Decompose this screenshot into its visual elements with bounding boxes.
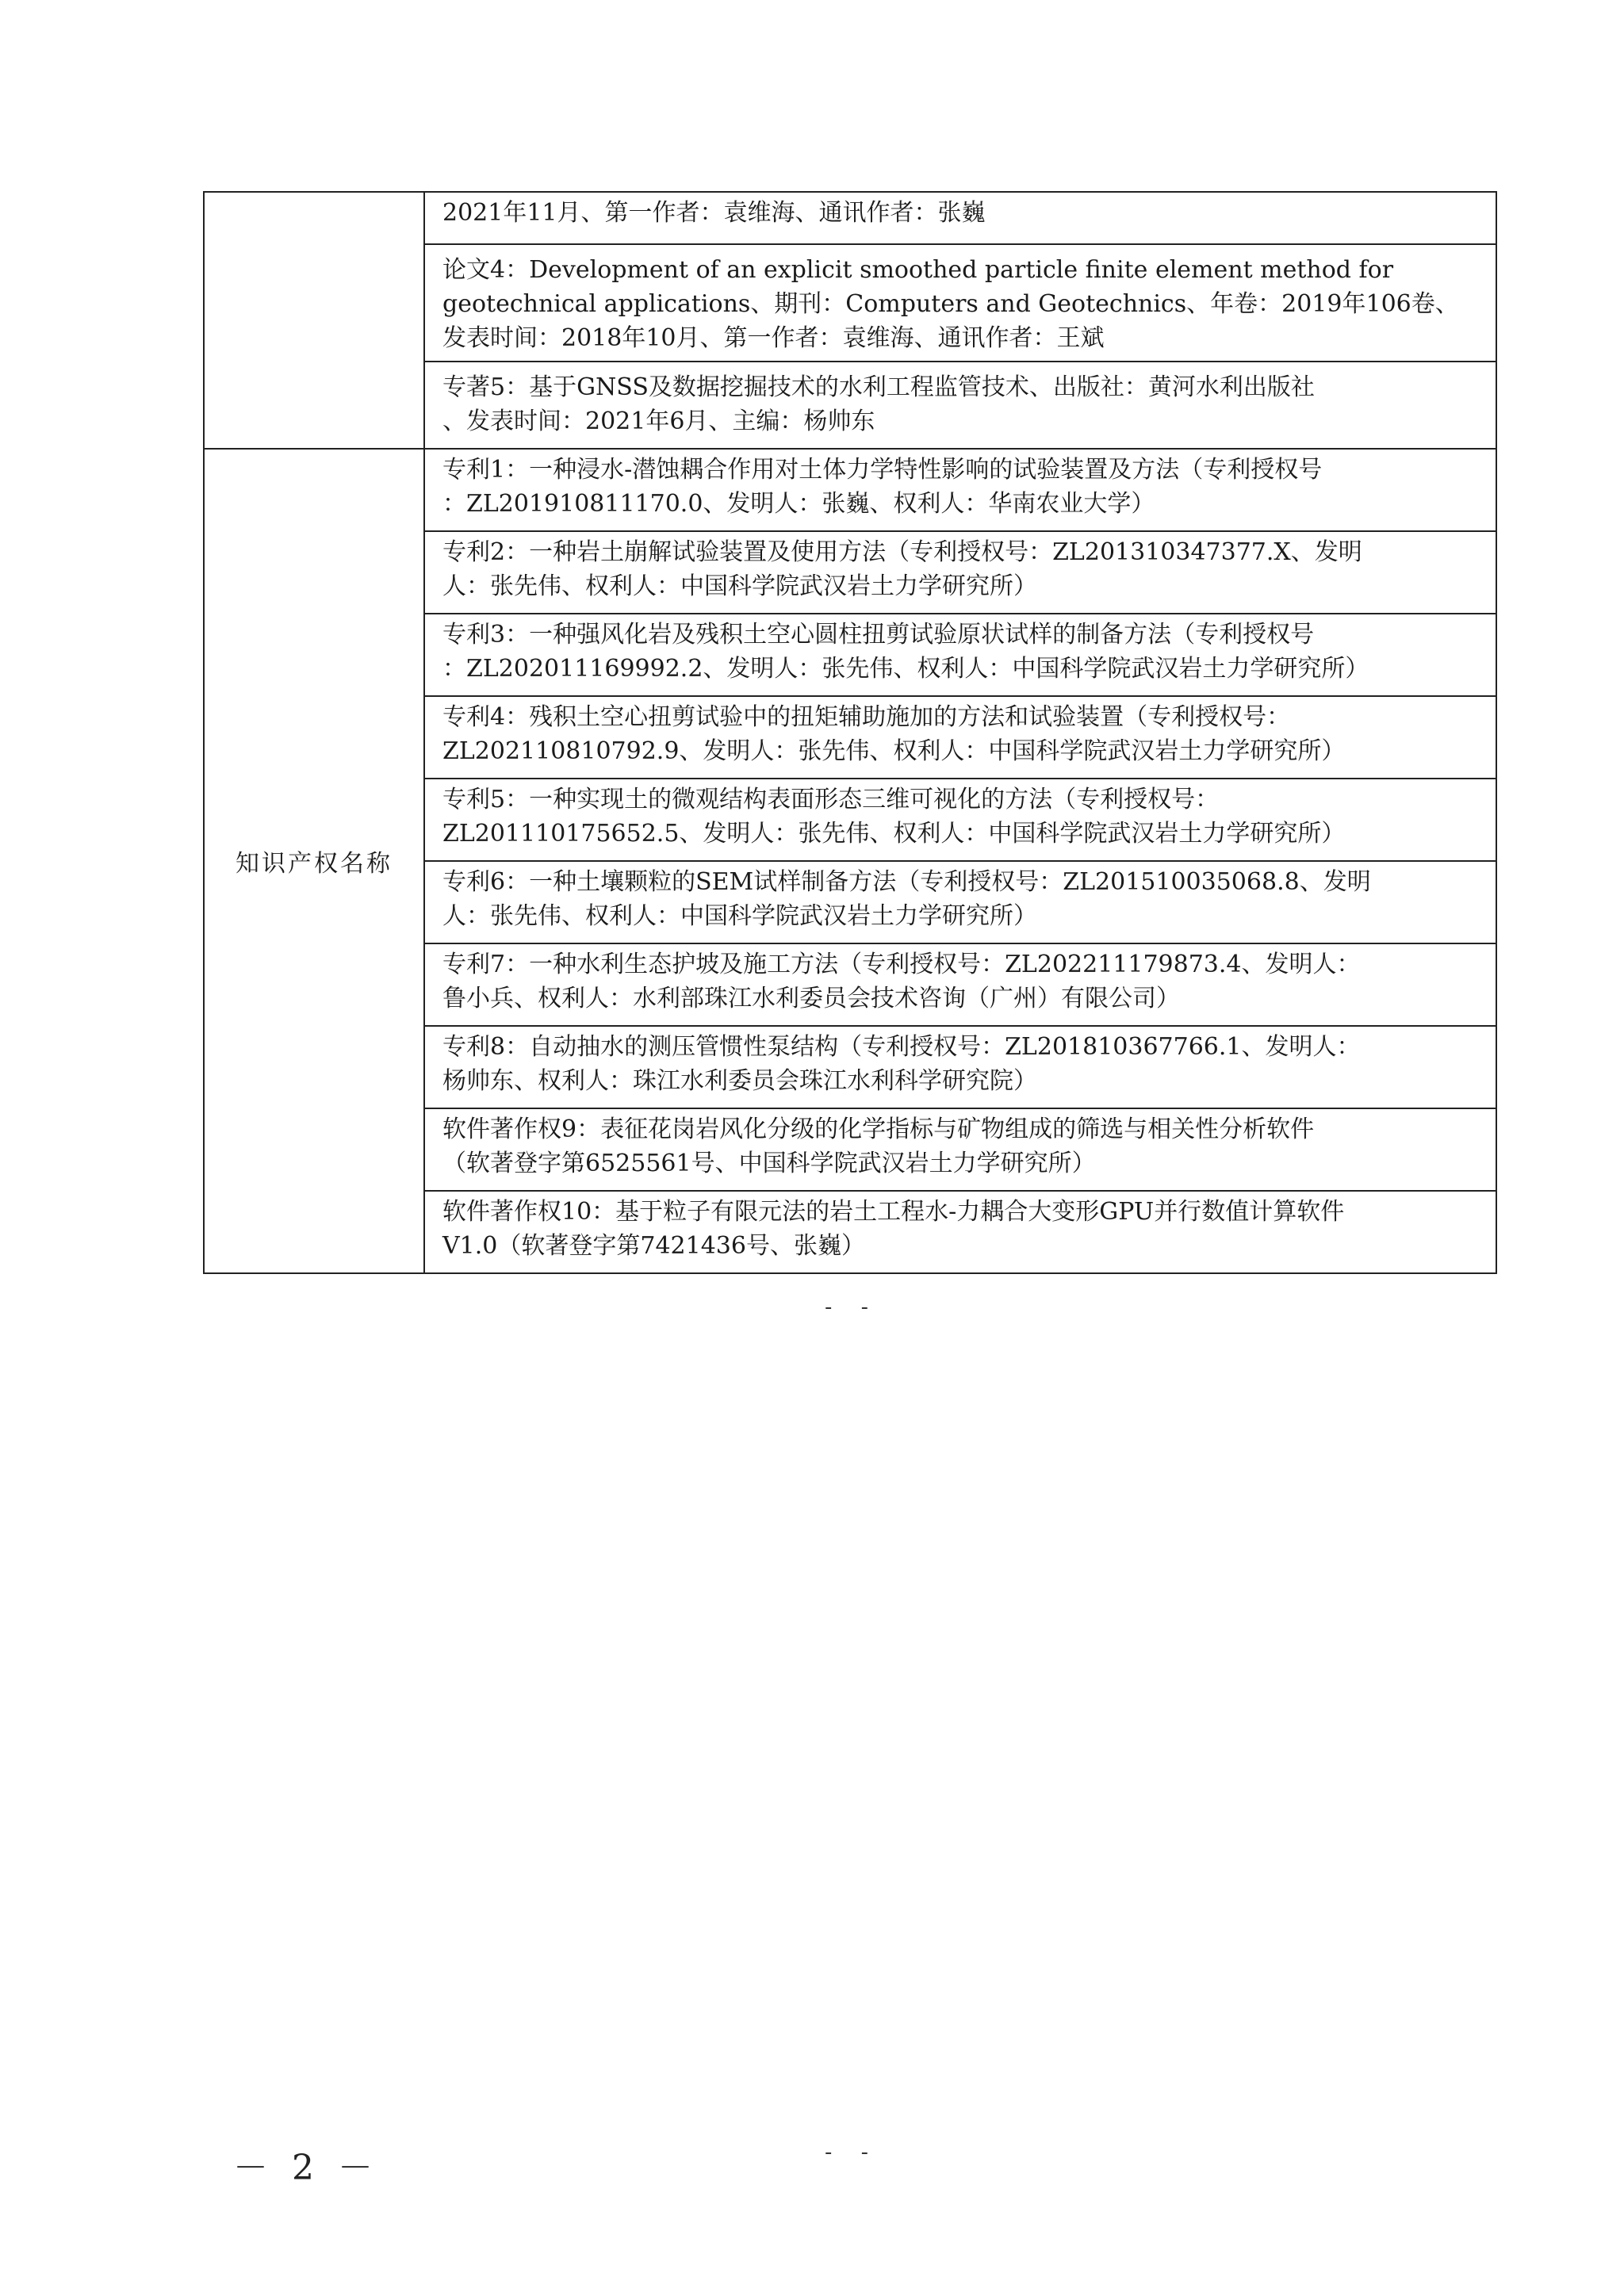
papers-label-cell xyxy=(204,192,424,449)
table-cell xyxy=(424,531,1496,614)
table-cell xyxy=(424,362,1496,449)
patent-entry-5: 专利5：一种实现土的微观结构表面形态三维可视化的方法（专利授权号： ZL201110175652.5、发明人：张先伟、权利人：中国科学院武汉岩土力学研究所） xyxy=(442,786,1346,848)
table-cell xyxy=(424,779,1496,861)
table-cell xyxy=(424,192,1496,244)
table-cell xyxy=(424,1026,1496,1108)
software-copyright-entry-10: 软件著作权10：基于粒子有限元法的岩土工程水-力耦合大变形GPU并行数值计算软件 V1.0（软著登字第7421436号、张巍） xyxy=(442,1198,1345,1260)
ip-label-cell xyxy=(204,449,424,1273)
patent-entry-3: 专利3：一种强风化岩及残积土空心圆柱扭剪试验原状试样的制备方法（专利授权号 ：ZL202011169992.2、发明人：张先伟、权利人：中国科学院武汉岩土力学研究所） xyxy=(442,621,1369,683)
software-copyright-entry-9: 软件著作权9：表征花岗岩风化分级的化学指标与矿物组成的筛选与相关性分析软件 （软著登字第6525561号、中国科学院武汉岩土力学研究所） xyxy=(442,1115,1315,1177)
table-cell xyxy=(424,1108,1496,1191)
table-cell xyxy=(424,449,1496,531)
footer-dash-bottom: - - xyxy=(825,2141,880,2164)
table-cell xyxy=(424,943,1496,1026)
patent-entry-7: 专利7：一种水利生态护坡及施工方法（专利授权号：ZL202211179873.4、发明人： 鲁小兵、权利人：水利部珠江水利委员会技术咨询（广州）有限公司） xyxy=(442,951,1361,1012)
table-row xyxy=(204,192,1496,244)
patent-entry-1: 专利1：一种浸水-潜蚀耦合作用对土体力学特性影响的试验装置及方法（专利授权号 ：ZL201910811170.0、发明人：张巍、权利人：华南农业大学） xyxy=(442,456,1323,518)
patent-entry-4: 专利4：残积土空心扭剪试验中的扭矩辅助施加的方法和试验装置（专利授权号： ZL202110810792.9、发明人：张先伟、权利人：中国科学院武汉岩土力学研究所） xyxy=(442,703,1346,765)
page-number: － 2 － xyxy=(233,2148,379,2188)
table-cell xyxy=(424,614,1496,696)
table-cell xyxy=(424,696,1496,779)
paper-entry-continued: 2021年11月、第一作者：袁维海、通讯作者：张巍 xyxy=(442,199,986,227)
footer-dash-mid: - - xyxy=(825,1295,880,1319)
monograph-entry-5: 专著5：基于GNSS及数据挖掘技术的水利工程监管技术、出版社：黄河水利出版社 、发表时间：2021年6月、主编：杨帅东 xyxy=(442,373,1315,435)
table-row xyxy=(204,449,1496,531)
patent-entry-8: 专利8：自动抽水的测压管惯性泵结构（专利授权号：ZL201810367766.1、发明人： 杨帅东、权利人：珠江水利委员会珠江水利科学研究院） xyxy=(442,1033,1361,1095)
patent-entry-6: 专利6：一种土壤颗粒的SEM试样制备方法（专利授权号：ZL201510035068.8、发明 人：张先伟、权利人：中国科学院武汉岩土力学研究所） xyxy=(442,868,1371,930)
table-cell xyxy=(424,244,1496,362)
patent-entry-2: 专利2：一种岩土崩解试验装置及使用方法（专利授权号：ZL201310347377.X、发明 人：张先伟、权利人：中国科学院武汉岩土力学研究所） xyxy=(442,538,1362,600)
paper-entry-4: 论文4：Development of an explicit smoothed particle finite element method for geotechnical applications、期刊：Computers and Geotechnics、年卷：2019年106卷、 发表时间：2018年10月、第一作者：袁维海、通讯作者：王斌 xyxy=(442,256,1459,352)
table-cell xyxy=(424,861,1496,943)
achievements-table xyxy=(203,191,1497,1274)
ip-label: 知识产权名称 xyxy=(236,850,393,878)
table-cell xyxy=(424,1191,1496,1273)
